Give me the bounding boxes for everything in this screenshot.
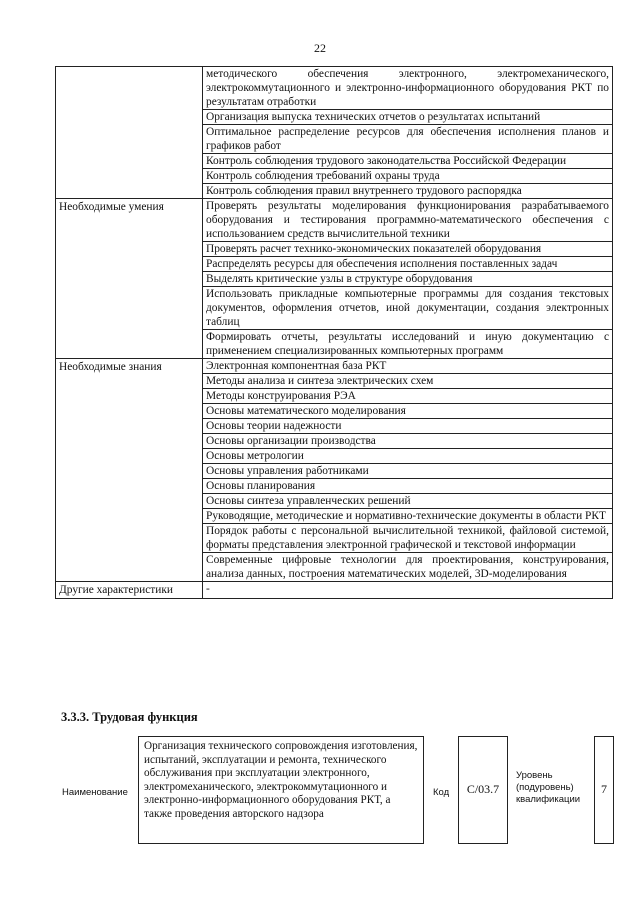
table-row — [56, 199, 613, 242]
other-value: - — [203, 582, 613, 599]
list-item: методического обеспечения электронного, электромеханического, электрокоммутационного и электронно-информационного оборудования РКТ по результатам отработки — [203, 67, 613, 110]
list-item: Основы теории надежности — [203, 419, 613, 434]
list-item: Основы математического моделирования — [203, 404, 613, 419]
list-item: Основы планирования — [203, 479, 613, 494]
section-title: 3.3.3. Трудовая функция — [61, 710, 198, 724]
skills-label: Необходимые умения — [56, 199, 203, 359]
list-item: Формировать отчеты, результаты исследований и иную документацию с применением специализированных компьютерных программ — [203, 330, 613, 359]
list-item: Порядок работы с персональной вычислительной техникой, файловой системой, форматы представления электронной графической и текстовой информации — [203, 524, 613, 553]
list-item: Контроль соблюдения трудового законодательства Российской Федерации — [203, 154, 613, 169]
list-item: Контроль соблюдения правил внутреннего трудового распорядка — [203, 184, 613, 199]
list-item: Оптимальное распределение ресурсов для обеспечения исполнения планов и графиков работ — [203, 125, 613, 154]
list-item: Основы синтеза управленческих решений — [203, 494, 613, 509]
empty-label-cell — [56, 67, 203, 199]
table-row — [56, 582, 613, 599]
level-label: Уровень (подуровень) квалификации — [516, 770, 581, 805]
list-item: Основы управления работниками — [203, 464, 613, 479]
knowledge-label: Необходимые знания — [56, 359, 203, 582]
competency-table — [55, 66, 613, 599]
list-item: Использовать прикладные компьютерные программы для создания текстовых документов, оформления отчетов, иной документации, создания электронных таблиц — [203, 287, 613, 330]
list-item: Проверять расчет технико-экономических показателей оборудования — [203, 242, 613, 257]
name-value-box: Организация технического сопровождения изготовления, испытаний, эксплуатации и ремонта, технического обслуживания при эксплуатации электронного, электромеханического, электрокоммутационного и электронно-информационного оборудования РКТ, а также проведения авторского надзора — [138, 736, 424, 844]
list-item: Выделять критические узлы в структуре оборудования — [203, 272, 613, 287]
list-item: Проверять результаты моделирования функционирования разрабатываемого оборудования и тестирования программно-математического обеспечения с использованием средств вычислительной техники — [203, 199, 613, 242]
level-value-box: 7 — [594, 736, 614, 844]
code-label: Код — [433, 787, 450, 798]
other-label: Другие характеристики — [56, 582, 203, 599]
table-row — [56, 67, 613, 110]
list-item: Основы метрологии — [203, 449, 613, 464]
list-item: Методы анализа и синтеза электрических схем — [203, 374, 613, 389]
code-value-box: С/03.7 — [458, 736, 508, 844]
list-item: Методы конструирования РЭА — [203, 389, 613, 404]
list-item: Организация выпуска технических отчетов о результатах испытаний — [203, 110, 613, 125]
list-item: Современные цифровые технологии для проектирования, конструирования, анализа данных, построения математических моделей, 3D-моделирования — [203, 553, 613, 582]
list-item: Контроль соблюдения требований охраны труда — [203, 169, 613, 184]
page-number: 22 — [314, 41, 326, 55]
list-item: Электронная компонентная база РКТ — [203, 359, 613, 374]
table-row — [56, 359, 613, 374]
list-item: Руководящие, методические и нормативно-технические документы в области РКТ — [203, 509, 613, 524]
name-label: Наименование — [62, 787, 128, 798]
list-item: Распределять ресурсы для обеспечения исполнения поставленных задач — [203, 257, 613, 272]
list-item: Основы организации производства — [203, 434, 613, 449]
